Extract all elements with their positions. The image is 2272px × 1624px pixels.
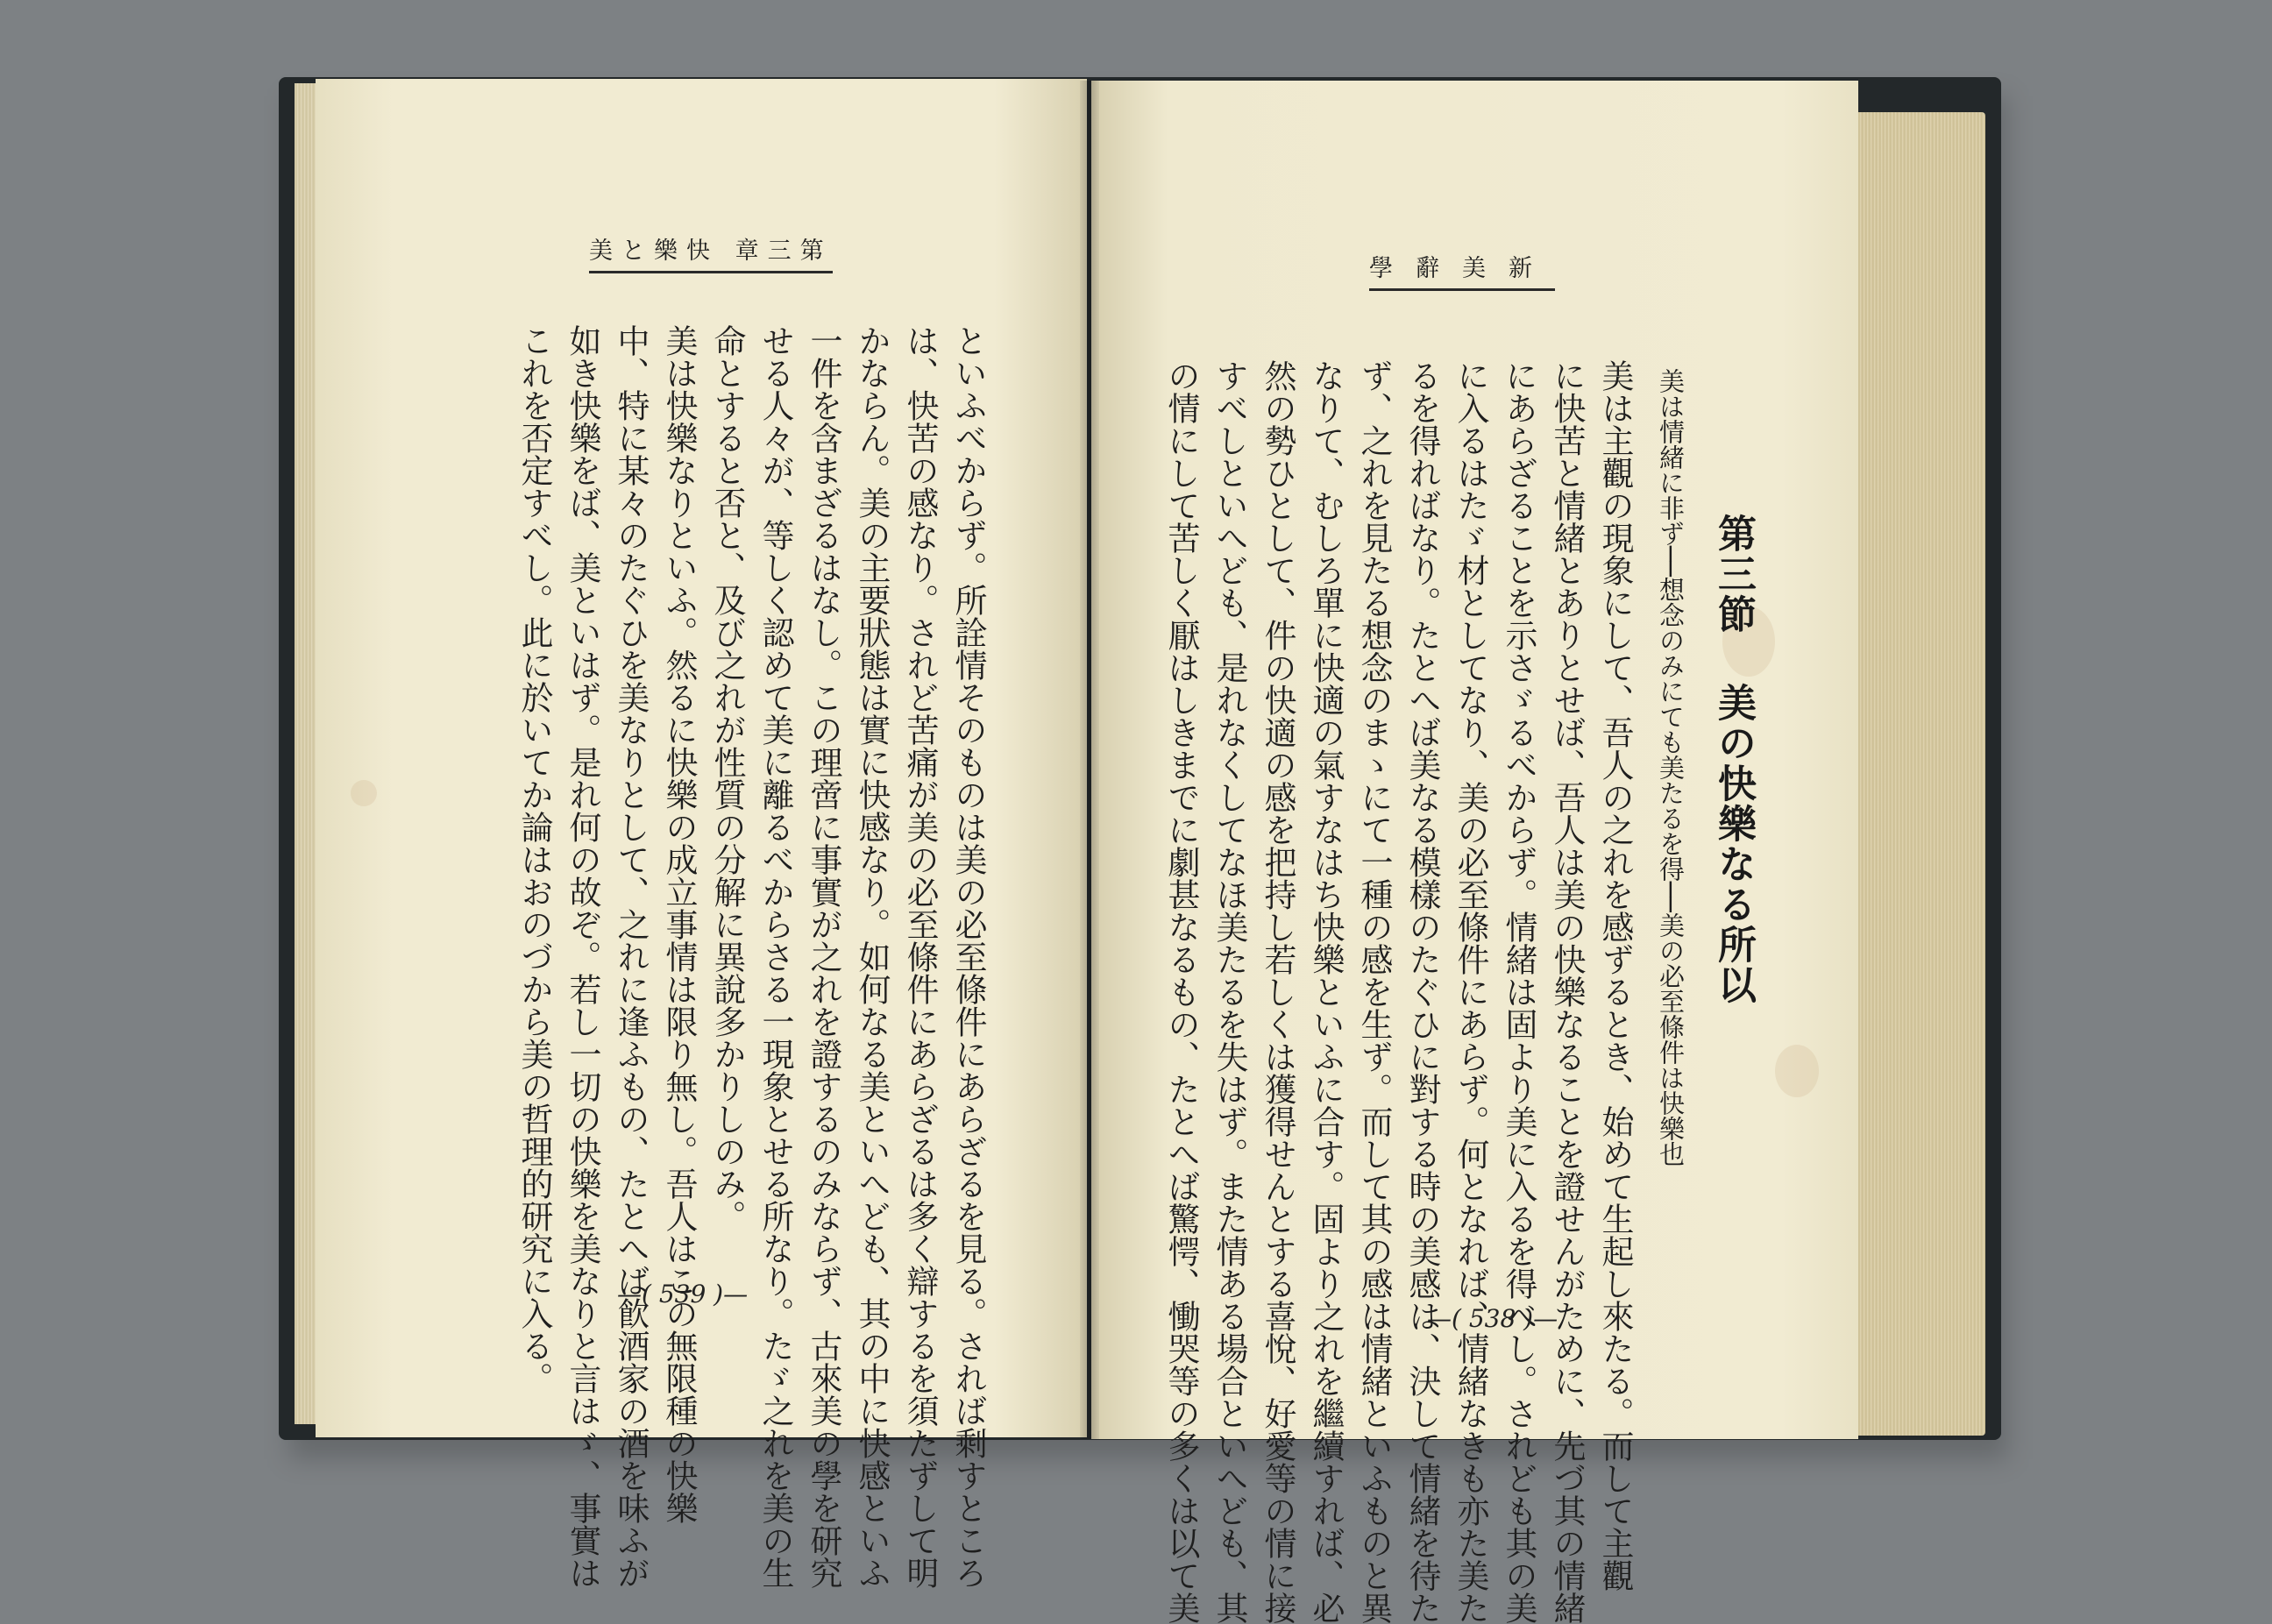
text-line: は、快苦の感なり。されど苦痛が美の必至條件にあらざるは多く辯するを須たずして明 — [901, 324, 939, 1589]
section-number: 第三節 — [1711, 514, 1756, 635]
text-line: に快苦と情緒とありとせば、吾人は美の快樂なることを證せんがために、先づ其の情緒 — [1548, 359, 1586, 1624]
foxing-spot — [351, 780, 377, 806]
text-line: ず、之れを見たる想念のまゝにて一種の感を生ず。而して其の感は情緒といふものと異 — [1355, 359, 1393, 1624]
text-line: これを否定すべし。此に於いてか論はおのづから美の哲理的研究に入る。 — [515, 324, 553, 1394]
text-line: 然の勢ひとして、件の快適の感を把持し若しくは獲得せんとする喜悅、好愛等の情に接 — [1259, 359, 1296, 1624]
text-line: すべしといへども、是れなくしてなほ美たるを失はず。また情ある場合といへども、其 — [1211, 359, 1248, 1624]
text-line: の情にして苦しく厭はしきまでに劇甚なるもの、たとへば驚愕、慟哭等の多くは以て美 — [1162, 359, 1200, 1624]
text-line: かならん。美の主要狀態は實に快感なり。如何なる美といへども、其の中に快感といふ — [853, 324, 891, 1589]
section-summary: 美は情緒に非ず──想念のみにても美たるを得──美の必至條件は快樂也 — [1656, 368, 1686, 1167]
text-line: なりて、むしろ單に快適の氣すなはち快樂といふに合す。固より之れを繼續すれば、必 — [1307, 359, 1345, 1624]
text-line: 中、特に某々のたぐひを美なりとして、之れに逢ふもの、たとへば飮酒家の酒を味ふが — [612, 324, 650, 1589]
text-line: 一件を含まざるはなし。この理啻に事實が之れを證するのみならず、古來美の學を研究 — [805, 324, 842, 1589]
text-line: 命とすると否と、及び之れが性質の分解に異說多かりしのみ。 — [708, 324, 746, 1232]
text-line: 美は主觀の現象にして、吾人の之れを感ずるとき、始めて生起し來たる。而して主觀 — [1596, 359, 1634, 1592]
text-line: に入るはたゞ材としてなり、美の必至條件にあらず。何となれば、情緒なきも亦た美た — [1452, 359, 1489, 1624]
text-line: にあらざることを示さゞるべからず。情緒は固より美に入るを得べし。されども其の美 — [1500, 359, 1537, 1624]
text-line: 如き快樂をば、美といはず。是れ何の故ぞ。若し一切の快樂を美なりと言はゞ、事實は — [564, 324, 601, 1589]
right-running-header: 學辭美新 — [1369, 249, 1555, 291]
book-gutter — [1080, 81, 1099, 1439]
text-line: せる人々が、等しく認めて美に離るべからさる一現象とせる所なり。たゞ之れを美の生 — [756, 324, 794, 1589]
section-subtitle: 美の快樂なる所以 — [1711, 683, 1756, 1006]
section-heading — [1705, 480, 1761, 1005]
right-page-edges — [1854, 112, 1985, 1436]
text-line: 美は快樂なりといふ。然るに快樂の成立事情は限り無し。吾人はこの無限種の快樂 — [660, 324, 698, 1524]
left-page-number: —( 539 )— — [617, 1280, 749, 1308]
foxing-spot — [1775, 1045, 1819, 1097]
right-page-number: —( 538 )— — [1427, 1304, 1558, 1333]
text-line: といふべからず。所詮情そのものは美の必至條件にあらざるを見る。されば剩すところ — [949, 324, 987, 1589]
text-line: るを得ればなり。たとへば美なる模樣のたぐひに對する時の美感は、決して情緒を待た — [1403, 359, 1441, 1624]
left-running-header: 美と樂快 章三第 — [589, 231, 833, 273]
